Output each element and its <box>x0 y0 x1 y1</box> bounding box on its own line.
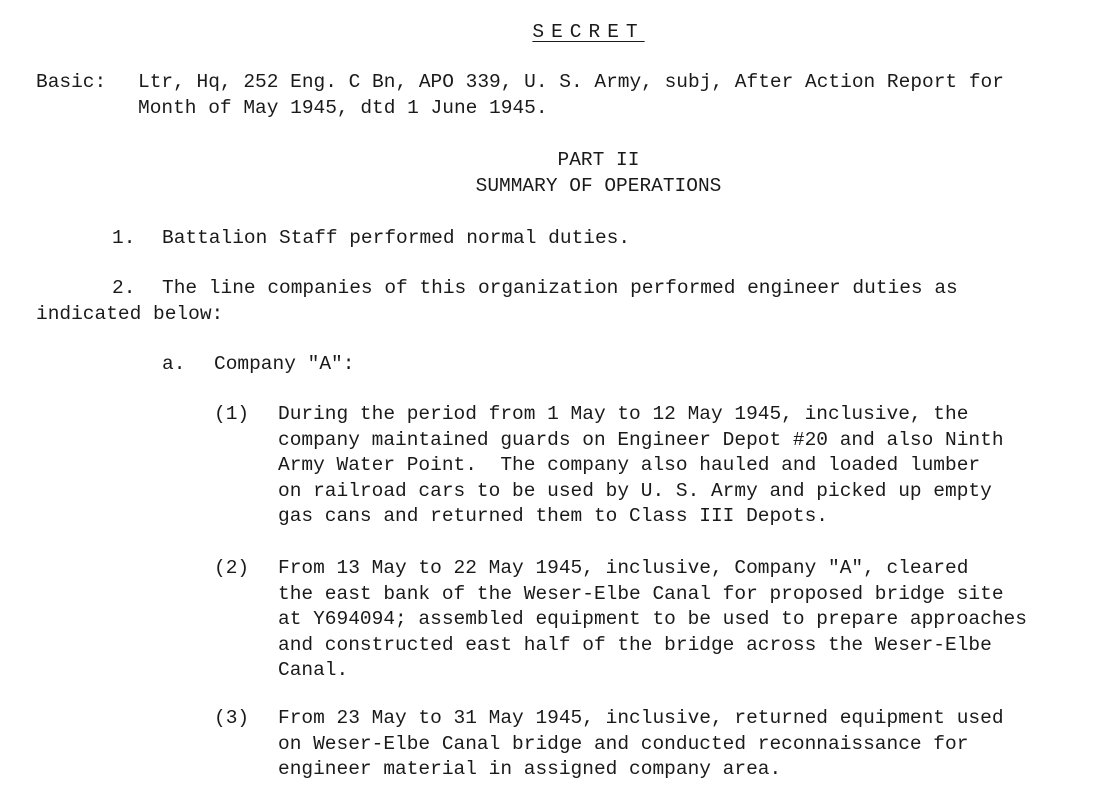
paragraph-line: at Y694094; assembled equipment to be used to prepare approaches <box>278 608 1027 630</box>
item-text: indicated below: <box>36 303 224 325</box>
paragraph-text <box>278 402 1078 530</box>
paragraph-text <box>278 556 1078 684</box>
paragraph-line: Army Water Point. The company also hauled and loaded lumber <box>278 454 981 476</box>
paragraph-line: the east bank of the Weser-Elbe Canal for proposed bridge site <box>278 582 1004 605</box>
paragraph-line: company maintained guards on Engineer Depot #20 and also Ninth <box>278 428 1004 451</box>
paragraph-line: and constructed east half of the bridge across the Weser-Elbe <box>278 633 992 656</box>
paragraph-line: Canal. <box>278 659 349 681</box>
paragraph-line: gas cans and returned them to Class III Depots. <box>278 505 828 527</box>
item-text: The line companies of this organization performed engineer duties as <box>162 277 958 299</box>
item-number: 1. <box>112 227 136 249</box>
subitem-letter: a. <box>162 353 186 375</box>
paragraph-line: From 13 May to 22 May 1945, inclusive, Company "A", cleared <box>278 557 969 579</box>
paragraph-line: engineer material in assigned company area. <box>278 758 782 780</box>
paragraph-number: (2) <box>214 557 250 579</box>
basic-label: Basic: <box>36 71 107 93</box>
paragraph-number: (3) <box>214 707 250 729</box>
paragraph-number: (1) <box>214 403 250 425</box>
paragraph-line: on railroad cars to be used by U. S. Army and picked up empty <box>278 479 992 502</box>
paragraph-line: From 23 May to 31 May 1945, inclusive, returned equipment used <box>278 707 1004 729</box>
part-title: PART II <box>557 149 640 171</box>
basic-reference-line: Month of May 1945, dtd 1 June 1945. <box>138 97 548 119</box>
item-number: 2. <box>112 277 136 299</box>
paragraph-line: on Weser-Elbe Canal bridge and conducted reconnaissance for <box>278 732 969 755</box>
paragraph-text <box>278 706 1078 783</box>
basic-reference-line: Ltr, Hq, 252 Eng. C Bn, APO 339, U. S. Army, subj, After Action Report for <box>138 71 1004 93</box>
item-text: Battalion Staff performed normal duties. <box>162 227 631 249</box>
classification-marking: SECRET <box>532 21 645 43</box>
subitem-heading: Company "A": <box>214 353 355 375</box>
paragraph-line: During the period from 1 May to 12 May 1945, inclusive, the <box>278 403 969 425</box>
part-subtitle: SUMMARY OF OPERATIONS <box>475 175 722 197</box>
